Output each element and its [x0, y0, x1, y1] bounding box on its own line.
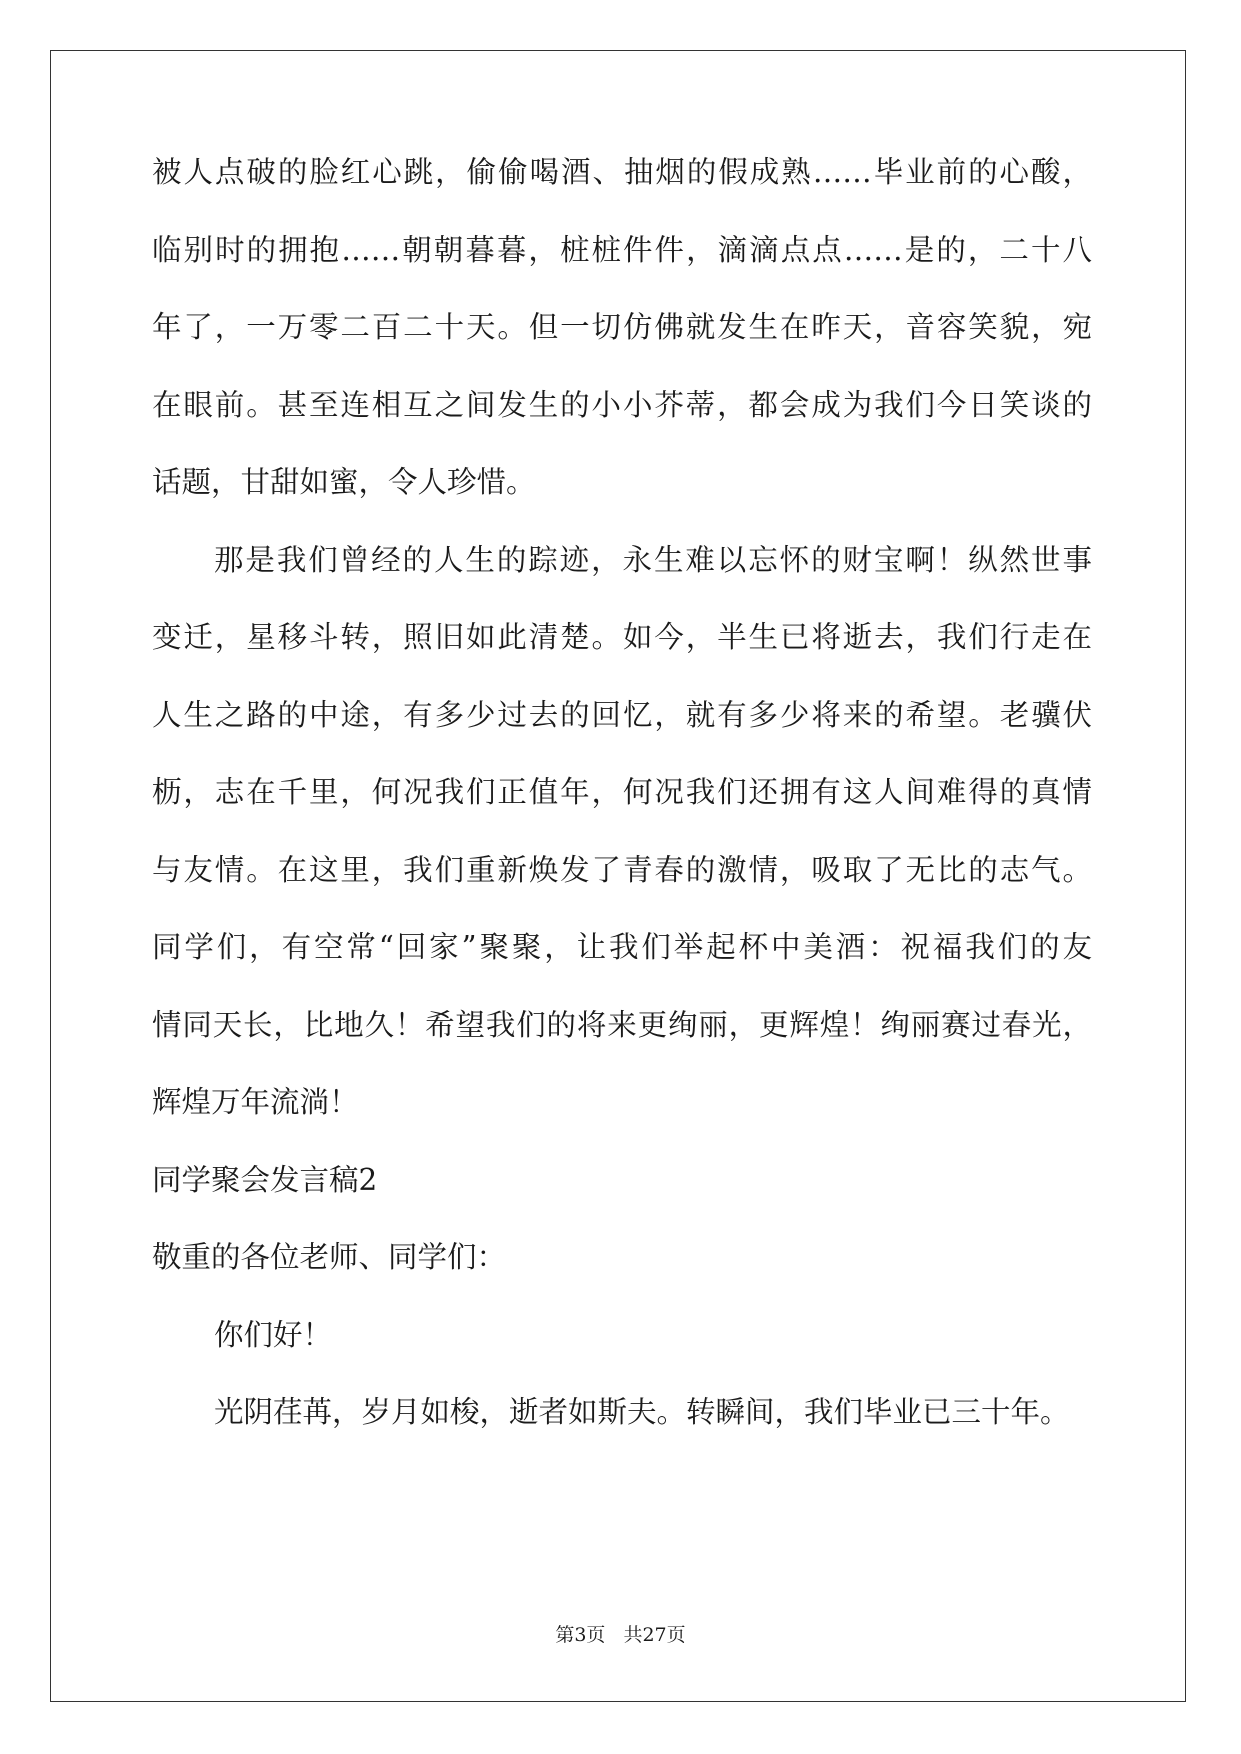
page-footer [0, 1620, 1241, 1647]
document-body [152, 152, 1092, 1470]
text-line: 变迁，星移斗转，照旧如此清楚。如今，半生已将逝去，我们行走在 [152, 620, 1092, 654]
text-line: 光阴荏苒，岁月如梭，逝者如斯夫。转瞬间，我们毕业已三十年。 [214, 1395, 1070, 1429]
text-line: 被人点破的脸红心跳，偷偷喝酒、抽烟的假成熟……毕业前的心酸， [152, 155, 1092, 189]
text-line: 与友情。在这里，我们重新焕发了青春的激情，吸取了无比的志气。 [152, 852, 1092, 887]
page-number: 第3页 [555, 1624, 606, 1646]
section-heading: 同学聚会发言稿2 [152, 1162, 378, 1197]
text-line: 同学们，有空常“回家”聚聚，让我们举起杯中美酒：祝福我们的友 [152, 930, 1092, 964]
text-line: 枥，志在千里，何况我们正值年，何况我们还拥有这人间难得的真情 [152, 775, 1092, 809]
text-line: 话题，甘甜如蜜，令人珍惜。 [152, 465, 536, 499]
text-line: 年了，一万零二百二十天。但一切仿佛就发生在昨天，音容笑貌，宛 [152, 310, 1092, 344]
text-line: 在眼前。甚至连相互之间发生的小小芥蒂，都会成为我们今日笑谈的 [152, 387, 1092, 422]
greeting: 你们好！ [214, 1317, 333, 1352]
text-line: 情同天长，比地久！希望我们的将来更绚丽，更辉煌！绚丽赛过春光， [152, 1007, 1092, 1042]
text-line: 辉煌万年流淌！ [152, 1085, 359, 1119]
text-line: 那是我们曾经的人生的踪迹，永生难以忘怀的财宝啊！纵然世事 [214, 542, 1092, 577]
text-line: 临别时的拥抱……朝朝暮暮，桩桩件件，滴滴点点……是的，二十八 [152, 232, 1092, 267]
salutation: 敬重的各位老师、同学们： [152, 1240, 507, 1274]
page-total: 共27页 [623, 1624, 686, 1646]
text-line: 人生之路的中途，有多少过去的回忆，就有多少将来的希望。老骥伏 [152, 697, 1092, 732]
